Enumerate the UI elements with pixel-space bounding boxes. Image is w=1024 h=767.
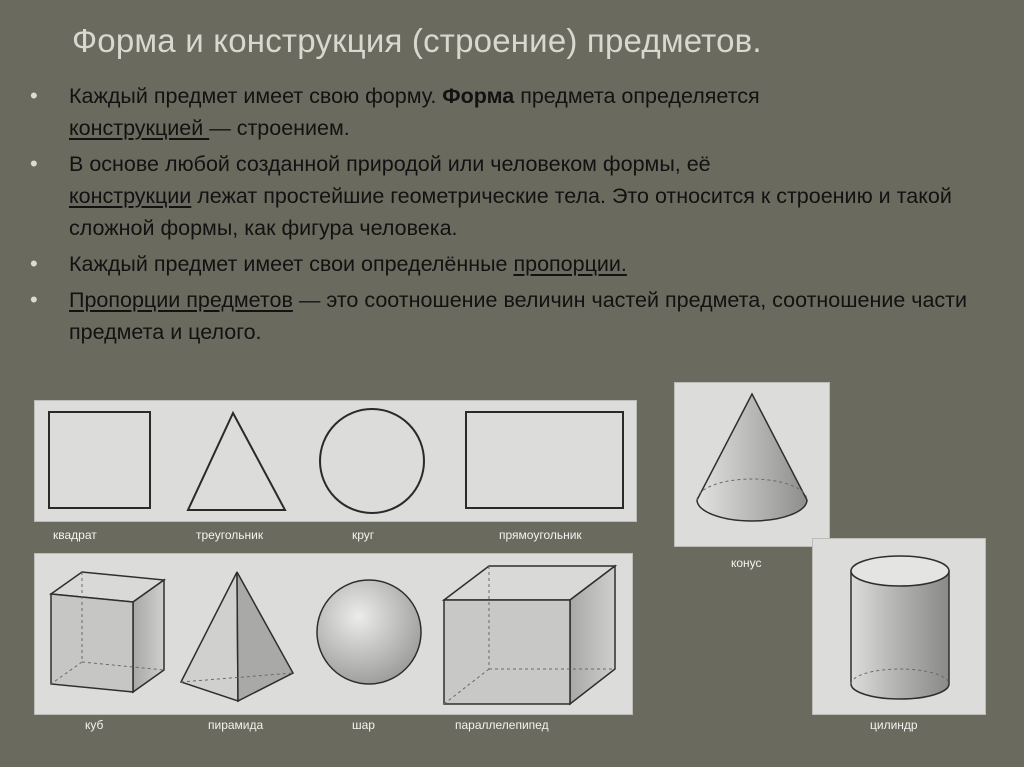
cylinder-shape <box>851 556 949 699</box>
bullet-text: Каждый предмет имеет свои определённые <box>69 252 514 276</box>
bullet-text: Каждый предмет имеет свою форму. <box>69 84 443 108</box>
caption-cube: куб <box>85 718 104 732</box>
caption-cylinder: цилиндр <box>870 718 918 732</box>
bullet-item <box>30 248 1000 280</box>
bullet-underlined-term: пропорции. <box>513 252 627 276</box>
bullet-list <box>30 80 1000 352</box>
caption-cone: конус <box>731 556 762 570</box>
cube-shape <box>51 572 164 692</box>
caption-triangle: треугольник <box>196 528 264 542</box>
bullet-underlined-term: Пропорции предметов <box>69 288 293 312</box>
box-shape <box>444 566 615 704</box>
bullet-dot: • <box>30 251 38 276</box>
caption-square: квадрат <box>53 528 97 542</box>
cone-panel <box>674 382 830 547</box>
bullet-dot: • <box>30 83 38 108</box>
bullet-text: — строением. <box>209 116 350 140</box>
caption-sphere: шар <box>352 718 375 732</box>
bullet-item <box>30 284 1000 348</box>
solid-shapes-drawing <box>35 554 632 714</box>
slide-title: Форма и конструкция (строение) предметов. <box>72 22 762 59</box>
rectangle-shape <box>466 412 623 508</box>
bullet-text: лежат простейшие геометрические тела. Это относится к строению и такой сложной формы, как фигура человека. <box>69 184 952 240</box>
circle-shape <box>320 409 424 513</box>
cylinder-panel <box>812 538 986 715</box>
bullet-text: — это соотношение величин частей предмета, соотношение части предмета и целого. <box>69 288 968 344</box>
bullet-bold-term: Форма <box>442 84 515 108</box>
bullet-dot: • <box>30 151 38 176</box>
bullet-underlined-term: конструкцией <box>69 116 210 140</box>
bullet-text: предмета определяется <box>514 84 760 108</box>
bullet-dot: • <box>30 287 38 312</box>
cone-shape <box>697 394 807 521</box>
flat-shapes-panel <box>34 400 637 522</box>
caption-box: параллелепипед <box>455 718 549 732</box>
cone-drawing <box>675 383 829 546</box>
caption-circle: круг <box>352 528 375 542</box>
bullet-text: В основе любой созданной природой или человеком формы, её <box>69 152 711 176</box>
flat-shapes-drawing <box>35 401 636 521</box>
bullet-item <box>30 148 1000 244</box>
caption-rectangle: прямоугольник <box>499 528 582 542</box>
square-shape <box>49 412 150 508</box>
sphere-shape <box>317 580 421 684</box>
caption-pyramid: пирамида <box>208 718 264 732</box>
triangle-shape <box>188 413 285 510</box>
cylinder-drawing <box>813 539 985 714</box>
pyramid-shape <box>181 572 293 701</box>
solid-shapes-panel <box>34 553 633 715</box>
bullet-underlined-term: конструкции <box>69 184 192 208</box>
bullet-item <box>30 80 1000 144</box>
